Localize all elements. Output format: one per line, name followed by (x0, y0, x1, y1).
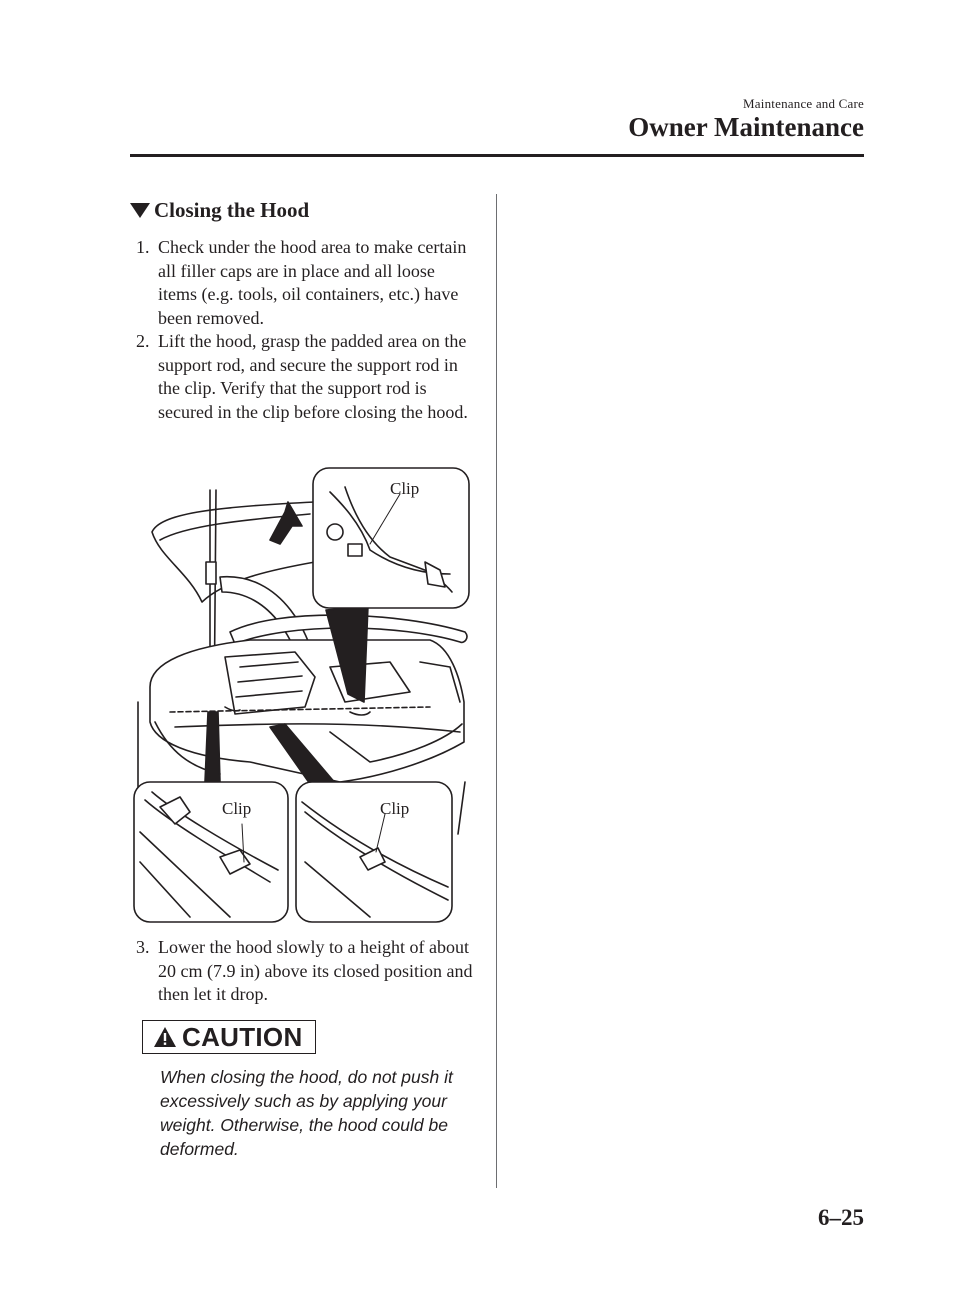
clip-label-top: Clip (390, 479, 420, 498)
steps-list-continued (130, 936, 475, 1007)
clip-label-bottom-right: Clip (380, 799, 410, 818)
step-number: 3. (136, 937, 150, 957)
hood-illustration-svg (130, 462, 475, 924)
caution-box (142, 1020, 316, 1054)
detail-bottom-left (134, 782, 288, 922)
caution-text: When closing the hood, do not push it excessively such as by applying your weight. Otherwise, the hood could be deformed. (160, 1067, 453, 1159)
hood-illustration (130, 462, 475, 924)
header-rule (130, 154, 864, 157)
step-number: 1. (136, 237, 150, 257)
section-title: Maintenance and Care (743, 96, 864, 111)
detail-clip (348, 544, 362, 556)
triangle-down-icon (130, 203, 150, 218)
step-text: Lift the hood, grasp the padded area on the support rod, and secure the support rod in the clip. Verify that the support rod is secured in the clip before closing the hood. (158, 331, 468, 422)
page-number: 6–25 (818, 1205, 864, 1230)
step-text: Check under the hood area to make certain all filler caps are in place and all loose items (e.g. tools, oil containers, etc.) have been removed. (158, 237, 467, 328)
rod-pad (206, 562, 216, 584)
section-heading-text: Closing the Hood (154, 198, 310, 222)
detail-bolt (327, 524, 343, 540)
step-item (130, 936, 475, 1007)
column-divider (496, 194, 497, 1188)
step-item (130, 330, 475, 424)
steps-list (130, 236, 475, 424)
warning-triangle-icon (153, 1026, 177, 1048)
clip-label-bottom-left: Clip (222, 799, 252, 818)
step-item (130, 236, 475, 330)
callout-pointer-left (205, 712, 220, 782)
section-heading (130, 198, 309, 223)
step-text: Lower the hood slowly to a height of about 20 cm (7.9 in) above its closed position and then let it drop. (158, 937, 473, 1004)
step-number: 2. (136, 331, 150, 351)
chapter-title: Owner Maintenance (628, 112, 864, 142)
caution-label: CAUTION (182, 1021, 303, 1052)
